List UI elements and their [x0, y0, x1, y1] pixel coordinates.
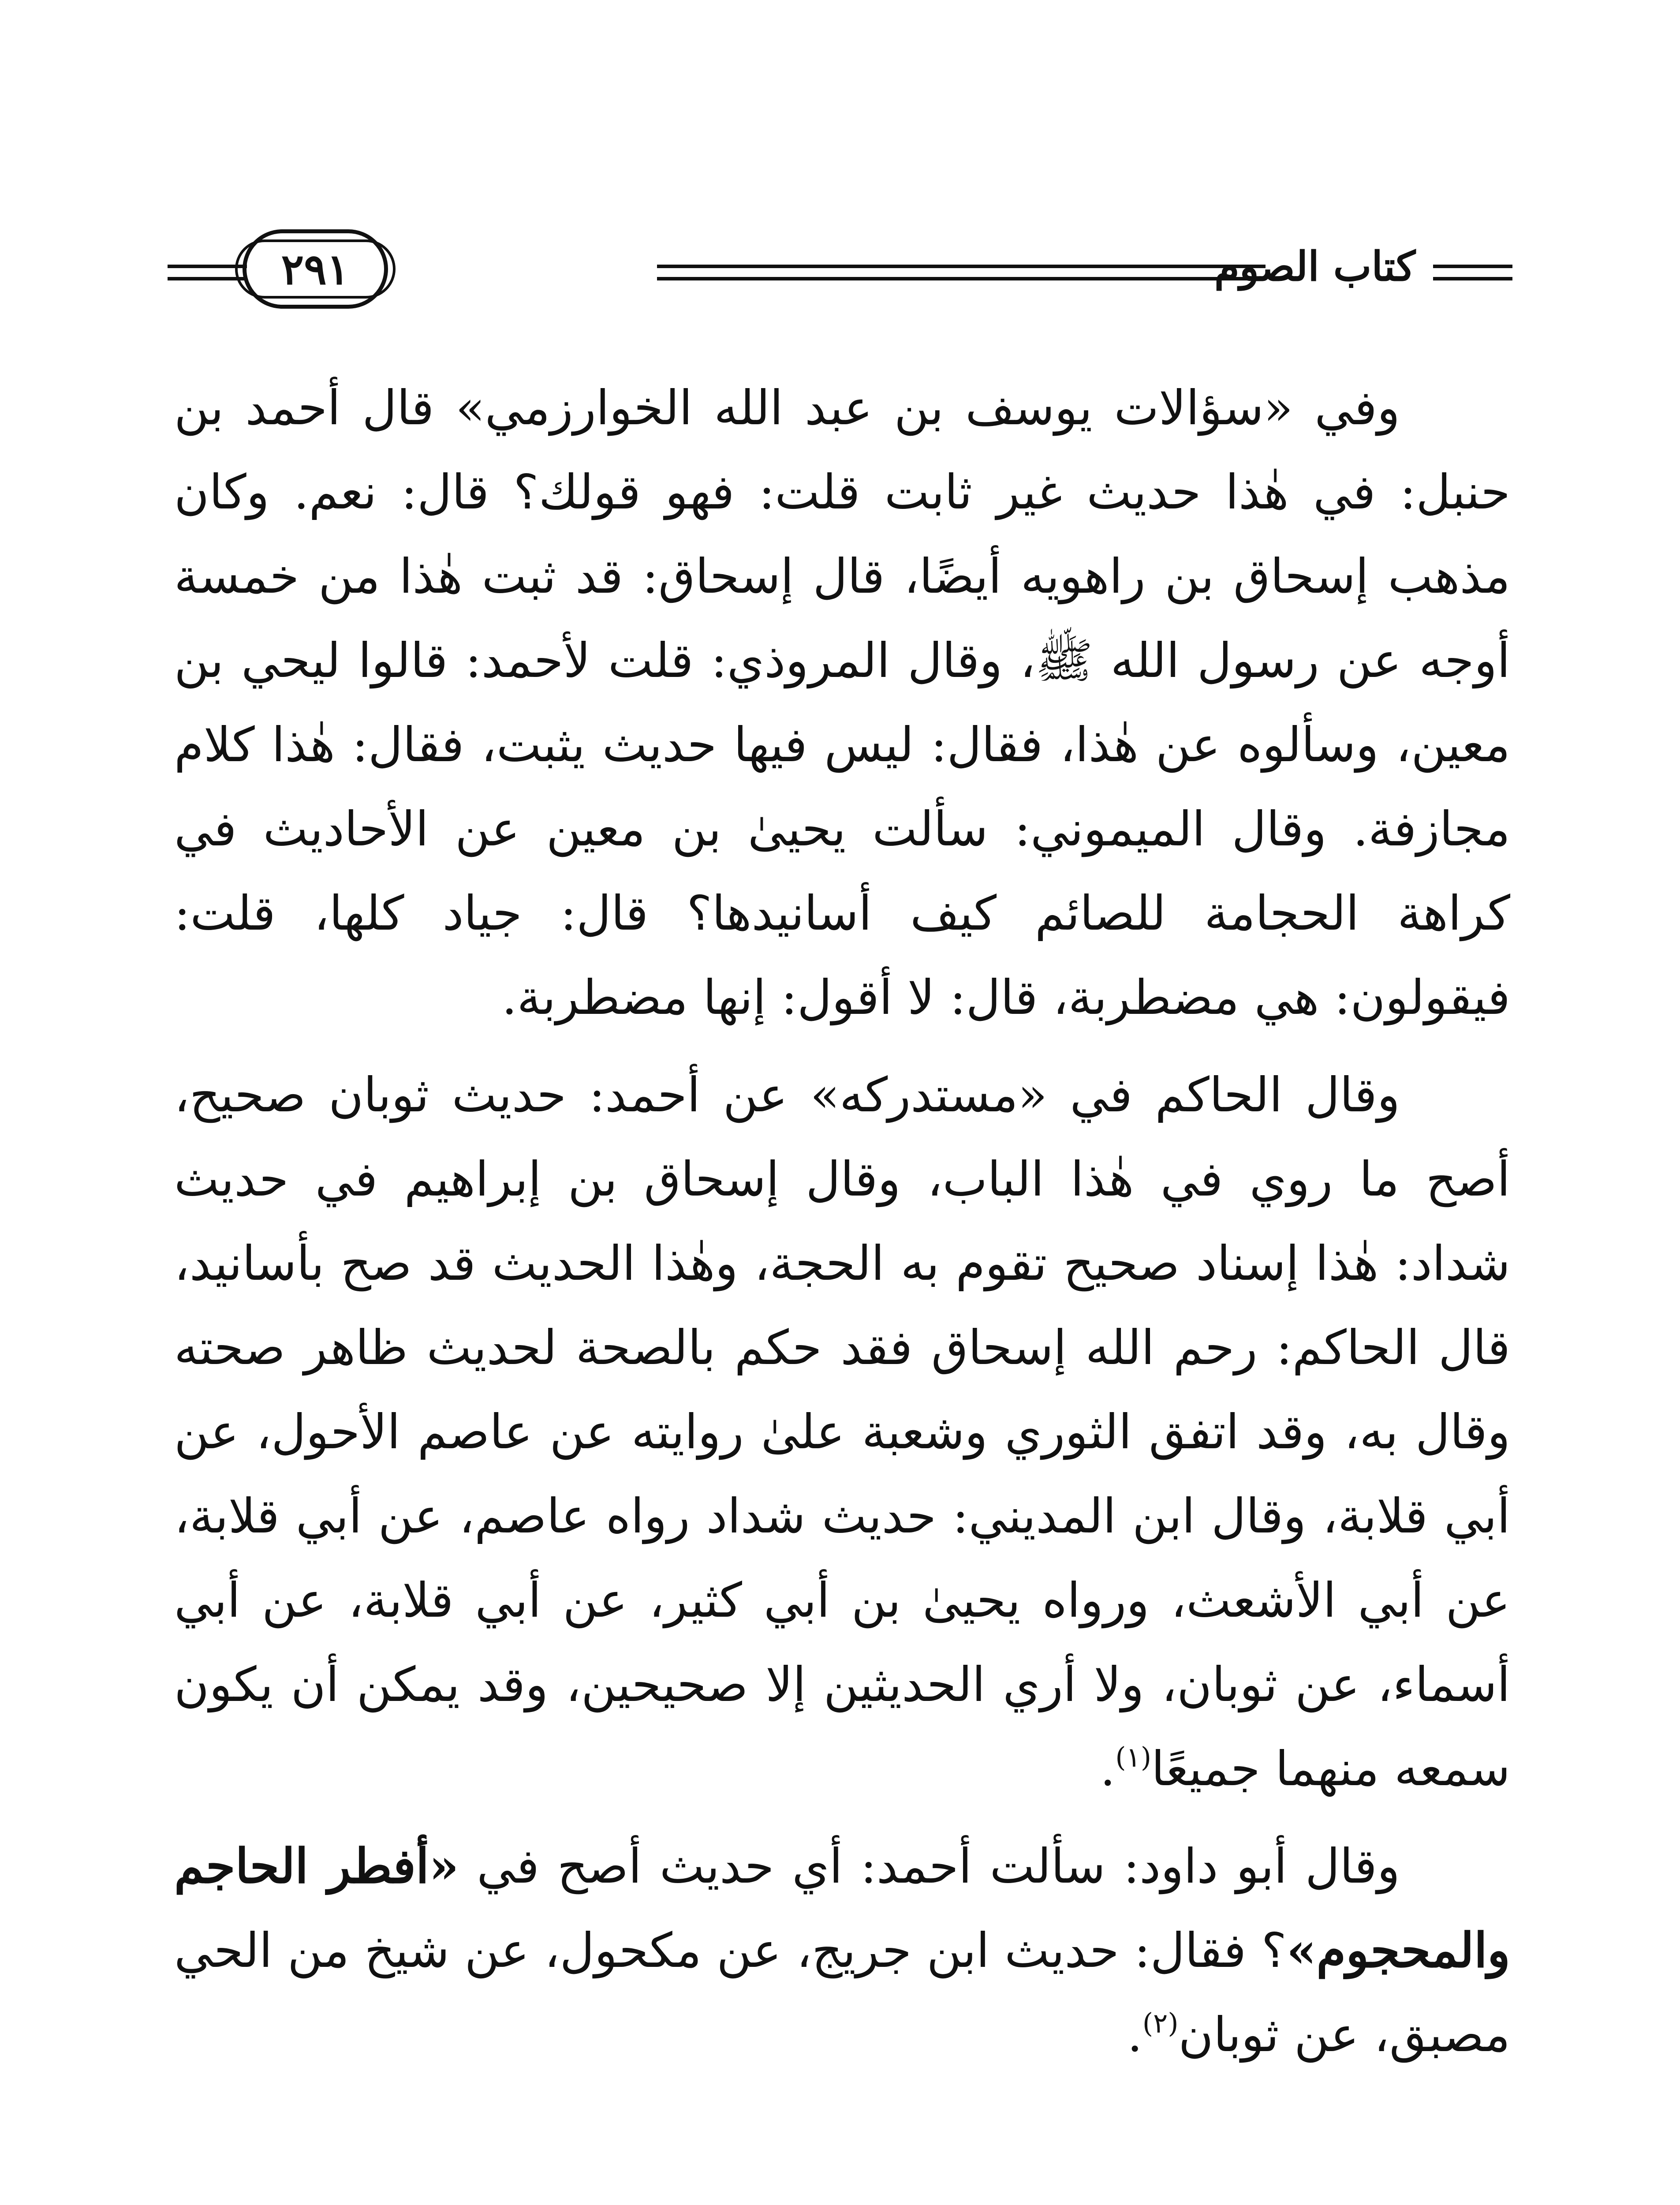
- paragraph-end: .: [1127, 2007, 1142, 2063]
- paragraph-end: .: [1100, 1742, 1116, 1797]
- hadith-quote: «أفطر الحاجم والمحجوم»: [174, 1839, 1510, 1978]
- page-number-frame: [243, 229, 388, 309]
- footnote-reference: (٢): [1142, 2007, 1179, 2039]
- header-rule: [1433, 265, 1512, 268]
- header-rule: [1433, 277, 1512, 280]
- footnote-reference: (١): [1115, 1741, 1152, 1773]
- paragraph-text: وقال الحاكم في «مستدركه» عن أحمد: حديث ثوبان صحيح، أصح ما روي في هٰذا الباب، وقال إسحاق بن إبراهيم في حديث شداد: هٰذا إسناد صحيح تقوم به الحجة، وهٰذا الحديث قد صح بأسانيد، قال الحاكم: رحم الله إسحاق فقد حكم بالصحة لحديث ظاهر صحته وقال به، وقد اتفق الثوري وشعبة علىٰ روايته عن عاصم الأحول، عن أبي قلابة، وقال ابن المديني: حديث شداد رواه عاصم، عن أبي قلابة، عن أبي الأشعث، ورواه يحيىٰ بن أبي كثير، عن أبي قلابة، عن أبي أسماء، عن ثوبان، ولا أري الحديثين إلا صحيحين، وقد يمكن أن يكون سمعه منهما جميعًا: [174, 1068, 1510, 1797]
- page-number: ٢٩١: [281, 244, 350, 294]
- book-title: كتاب الصوم: [1214, 243, 1415, 290]
- running-header: [168, 229, 1512, 318]
- header-rule: [168, 277, 247, 280]
- main-text: [174, 366, 1510, 2090]
- paragraph: [174, 1053, 1510, 1811]
- paragraph: [174, 1824, 1510, 2077]
- paragraph-text: ؟ فقال: حديث ابن جريج، عن مكحول، عن شيخ من الحي مصبق، عن ثوبان: [174, 1923, 1510, 2063]
- header-rule: [168, 265, 247, 268]
- header-rule: [657, 277, 1266, 280]
- paragraph-text: وقال أبو داود: سألت أحمد: أي حديث أصح في: [459, 1839, 1400, 1894]
- paragraph: وفي «سؤالات يوسف بن عبد الله الخوارزمي» قال أحمد بن حنبل: في هٰذا حديث غير ثابت قلت: فهو قولك؟ قال: نعم. وكان مذهب إسحاق بن راهويه أيضًا، قال إسحاق: قد ثبت هٰذا من خمسة أوجه عن رسول الله ﷺ، وقال المروذي: قلت لأحمد: قالوا ليحي بن معين، وسألوه عن هٰذا، فقال: ليس فيها حديث يثبت، فقال: هٰذا كلام مجازفة. وقال الميموني: سألت يحيىٰ بن معين عن الأحاديث في كراهة الحجامة للصائم كيف أسانيدها؟ قال: جياد كلها، قلت: فيقولون: هي مضطربة، قال: لا أقول: إنها مضطربة.: [174, 381, 1510, 1025]
- header-rule: [657, 265, 1266, 268]
